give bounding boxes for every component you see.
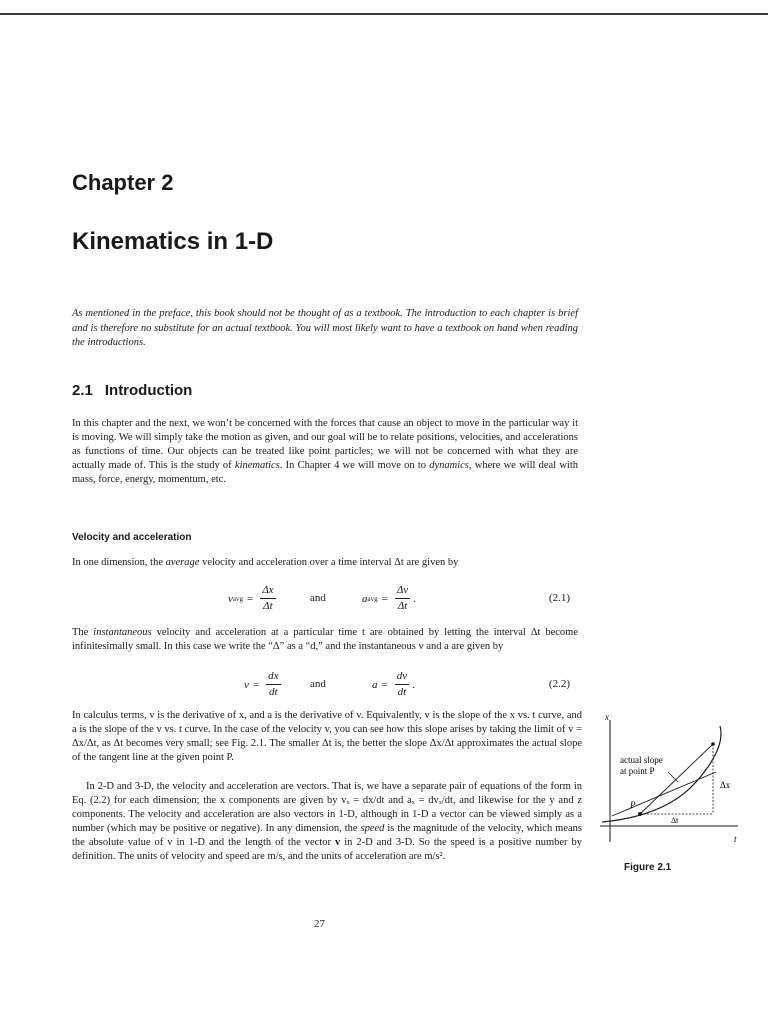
figure-pointer-line	[668, 772, 678, 782]
vectors-text-1: In 2-D and 3-D, the velocity and acceleration are vectors. That is, we have a separate pair of equations of the form in Eq. (2.2) for each dimension; the x components are given by vₓ = dx/dt and aₓ = dvₓ/dt, and likewise for the y and z components. The velocity and acceleration are also vectors in 1-D, although in 1-D a vector can be viewed simply as a number (which may be positive or negative). In any dimension, the	[72, 781, 582, 834]
eq2-a-numerator: dv	[395, 670, 409, 685]
eq2-a-symbol: a	[372, 678, 378, 691]
figure-second-point	[711, 742, 715, 746]
section-heading	[72, 382, 192, 399]
eq2-a-denominator: dt	[397, 686, 407, 698]
intro-paragraph	[72, 417, 578, 487]
vectors-emphasis-speed: speed	[360, 822, 385, 834]
instantaneous-paragraph	[72, 626, 578, 654]
eq1-v-symbol: v	[228, 592, 233, 605]
vectors-bold-v: v	[334, 836, 341, 848]
eq2-v-numerator: dx	[266, 670, 280, 685]
eq1-a-subscript: avg	[367, 594, 378, 603]
eq2-a-fraction	[395, 670, 409, 699]
top-rule	[0, 13, 768, 15]
figure-tangent-line	[612, 772, 716, 816]
figure-dx-label: Δx	[720, 780, 731, 790]
figure-slope-label-line2: at point P	[620, 766, 655, 776]
page-number: 27	[314, 918, 325, 930]
eq1-a-denominator: Δt	[397, 600, 408, 612]
eq1-velocity: v avg = $\frac{\Delta x}{\Delta t}$	[228, 584, 274, 612]
eq1-acceleration: a avg = $\frac{\Delta v}{\Delta t}$ .	[362, 584, 416, 612]
subsection-heading: Velocity and acceleration	[72, 532, 192, 543]
eq1-a-fraction	[395, 584, 410, 613]
vectors-text-3: in 2-D and 3-D. So the speed is a positive number by definition. The units of velocity and speed are m/s, and the units of acceleration are m/s².	[72, 836, 583, 862]
vectors-text-2: is the magnitude of the velocity, which means the absolute value of v in 1-D and the length of the vector	[72, 822, 582, 848]
figure-t-label: t	[734, 834, 737, 844]
average-text-1: In one dimension, the	[72, 557, 166, 568]
figure-caption: Figure 2.1	[624, 862, 672, 873]
equation-2-2	[72, 666, 578, 710]
section-number: 2.1	[72, 382, 93, 399]
intro-text-2: . In Chapter 4 we will move on to	[279, 459, 430, 471]
eq1-v-subscript: avg	[232, 594, 243, 603]
section-title: Introduction	[104, 382, 193, 399]
instantaneous-text-2: velocity and acceleration at a particular time t are obtained by letting the interval Δt become infinitesimally small. In this case we write the “Δ” as a “d,” and the instantaneous v and a are given by	[72, 627, 578, 652]
eq1-a-numerator: Δv	[395, 584, 410, 599]
intro-text-1: In this chapter and the next, we won’t be concerned with the forces that cause an object to move in the particular way it is moving. We will simply take the motion as given, and our goal will be to relate positions, velocities, and accelerations as functions of time. Our objects can be treated like point particles; we will not be concerned with what they are actually made of. This is the study of	[72, 418, 578, 471]
eq1-and: and	[310, 592, 326, 604]
figure-p-label: P	[630, 800, 636, 810]
instantaneous-text-1: The	[72, 627, 94, 638]
eq1-v-denominator: Δt	[263, 600, 273, 612]
eq1-a-symbol: a	[362, 592, 368, 605]
intro-emphasis-dynamics: dynamics	[429, 459, 469, 471]
eq2-v-symbol: v	[244, 678, 249, 691]
chapter-label: Chapter 2	[72, 170, 174, 195]
figure-dt-label: Δt	[671, 816, 679, 825]
figure-slope-label-line1: actual slope	[620, 755, 663, 765]
average-text-2: velocity and acceleration over a time interval Δt are given by	[199, 557, 459, 568]
average-paragraph	[72, 556, 578, 570]
eq1-number: (2.1)	[548, 592, 570, 604]
eq2-velocity: v = $\frac{dx}{dt}$	[244, 670, 279, 698]
instantaneous-emphasis: instantaneous	[93, 627, 152, 638]
intro-text-3: , where we will deal with mass, force, energy, momentum, etc.	[72, 459, 578, 485]
eq1-v-fraction	[260, 584, 275, 613]
chapter-abstract: As mentioned in the preface, this book should not be thought of as a textbook. The introduction to each chapter is brief and is therefore no substitute for an actual textbook. You will most likely want to have a textbook on hand when reading the introductions.	[72, 308, 578, 348]
equation-2-1	[72, 580, 578, 624]
figure-point-p	[638, 812, 642, 816]
calculus-paragraph: In calculus terms, v is the derivative of x, and a is the derivative of v. Equivalently, v is the slope of the x vs. t curve, and a is the slope of the v vs. t curve. In the case of the velocity v, you can see how this slope arises by taking the limit of v = Δx/Δt, as Δt becomes very small; see Fig. 2.1. The smaller Δt is, the better the slope Δx/Δt approximates the actual slope of the tangent line at the given point P.	[72, 710, 582, 763]
eq2-v-denominator: dt	[269, 686, 278, 698]
average-emphasis: average	[165, 557, 200, 568]
eq2-and: and	[310, 678, 326, 690]
eq2-v-fraction	[266, 670, 280, 699]
chapter-title: Kinematics in 1-D	[72, 228, 274, 255]
eq2-acceleration: a = $\frac{dv}{dt}$ .	[372, 670, 415, 698]
eq1-v-numerator: Δx	[260, 584, 275, 599]
eq2-number: (2.2)	[548, 678, 570, 690]
figure-x-label: x	[605, 712, 609, 722]
figure-2-1-diagram	[596, 712, 744, 862]
intro-emphasis-kinematics: kinematics	[234, 459, 280, 471]
vectors-paragraph	[72, 780, 582, 863]
